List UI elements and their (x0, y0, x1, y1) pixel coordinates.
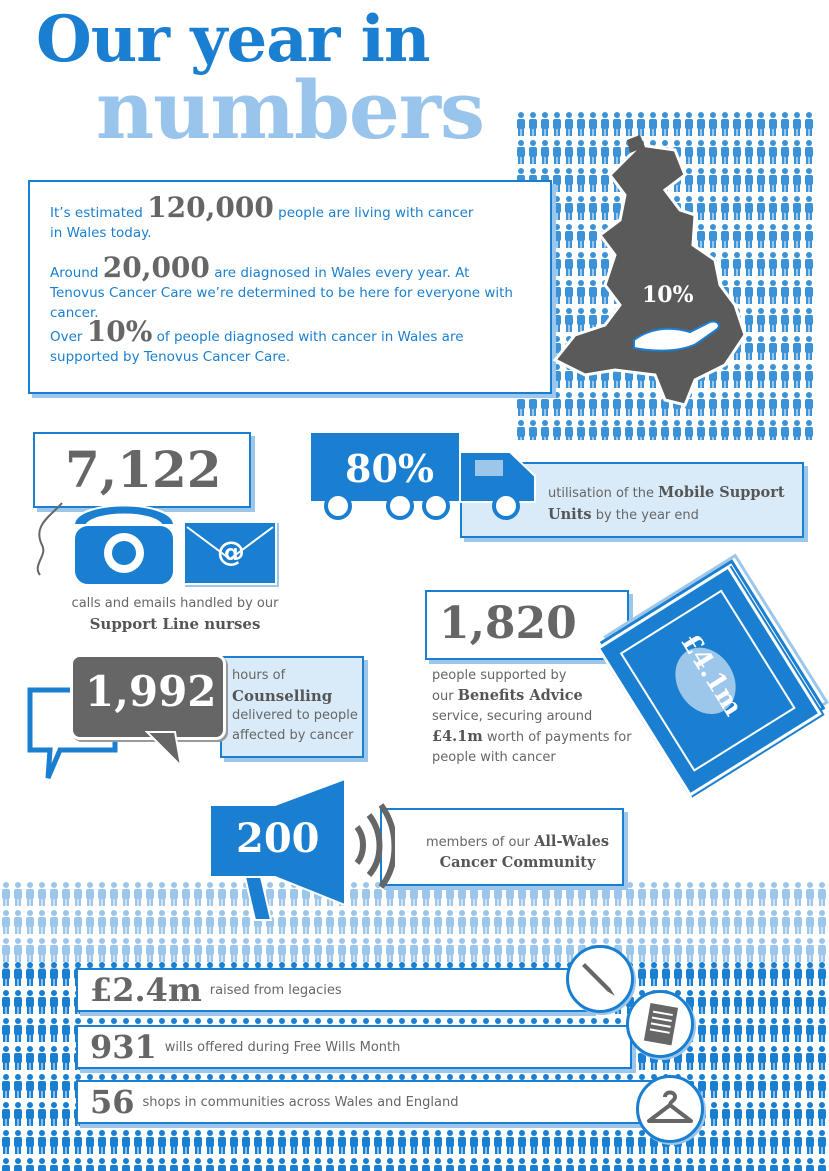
mobile-caption-pre: utilisation of the (548, 486, 654, 501)
community-line1-bold: All-Wales (534, 833, 609, 850)
envelope-at-symbol: @ (217, 535, 245, 568)
mobile-caption-bold: Mobile Support Units (548, 484, 785, 523)
calls-caption (40, 594, 310, 634)
wales-map-icon (545, 135, 785, 415)
pen-icon (577, 956, 623, 1002)
benefits-line2-bold: Benefits Advice (457, 687, 583, 704)
document-icon (637, 1001, 683, 1047)
intro-p2-num: 20,000 (102, 251, 210, 284)
intro-para-2 (50, 251, 525, 323)
intro-p3-num: 10% (86, 315, 153, 348)
counselling-number-bubble (70, 654, 226, 740)
intro-p1-post: people are living with cancer in Wales today. (50, 205, 474, 241)
community-number: 200 (236, 815, 320, 862)
title-line1: Our year in (36, 2, 430, 77)
intro-para-3 (50, 315, 490, 367)
band-legacies (76, 968, 592, 1012)
benefits-line3: service, securing around (432, 709, 593, 724)
band-wills-number: 931 (90, 1028, 157, 1066)
document-circle (626, 990, 694, 1058)
mobile-caption-post: by the year end (595, 508, 699, 523)
mobile-caption (548, 482, 798, 526)
benefits-line5: people with cancer (432, 750, 556, 765)
envelope-icon (183, 521, 277, 585)
hanger-circle (636, 1075, 704, 1143)
people-crowd-bottom-light (0, 880, 829, 970)
band-legacies-text: raised from legacies (209, 982, 342, 998)
calls-caption-pre: calls and emails handled by our (71, 596, 279, 611)
band-shops (76, 1080, 652, 1124)
benefits-amount: £4.1m (432, 728, 483, 745)
mobile-number: 80% (345, 446, 434, 491)
benefits-line4: worth of payments for (486, 730, 632, 745)
counselling-bubble-tail (145, 730, 185, 770)
benefits-line2-pre: our (432, 689, 454, 704)
band-wills (76, 1025, 632, 1069)
counselling-line1: hours of (232, 668, 286, 683)
counselling-line3: affected by cancer (232, 728, 354, 743)
benefits-number: 1,820 (439, 598, 577, 649)
counselling-bold: Counselling (232, 687, 333, 705)
intro-p2-post: are diagnosed in Wales every year. At Tenovus Cancer Care we’re determined to be here for everyone with cancer. (50, 265, 513, 321)
counselling-number: 1,992 (85, 667, 217, 716)
banknote-text: £4.1m (674, 628, 749, 722)
band-wills-text: wills offered during Free Wills Month (164, 1039, 401, 1055)
title-line2: numbers (96, 63, 484, 157)
hand-icon (630, 318, 730, 354)
band-shops-text: shops in communities across Wales and England (142, 1094, 459, 1110)
intro-p2-pre: Around (50, 265, 99, 281)
pen-circle (566, 945, 634, 1013)
community-line2-bold: Cancer Community (439, 854, 596, 871)
intro-p1-num: 120,000 (147, 191, 274, 224)
community-caption (410, 832, 625, 873)
community-line1-pre: members of our (426, 835, 531, 850)
intro-para-1 (50, 191, 490, 243)
calls-number: 7,122 (65, 440, 222, 499)
telephone-icon (22, 495, 182, 590)
hanger-icon (645, 1089, 695, 1129)
counselling-caption (232, 666, 367, 746)
intro-p1-pre: It’s estimated (50, 205, 143, 221)
calls-caption-bold: Support Line nurses (89, 615, 261, 633)
benefits-line1: people supported by (432, 668, 567, 683)
band-shops-number: 56 (90, 1083, 135, 1121)
intro-p3-post: of people diagnosed with cancer in Wales are supported by Tenovus Cancer Care. (50, 329, 464, 365)
map-percent-label: 10% (642, 282, 694, 308)
band-legacies-number: £2.4m (90, 971, 202, 1009)
intro-box (28, 180, 552, 394)
intro-p3-pre: Over (50, 329, 83, 345)
counselling-line2: delivered to people (232, 708, 358, 723)
